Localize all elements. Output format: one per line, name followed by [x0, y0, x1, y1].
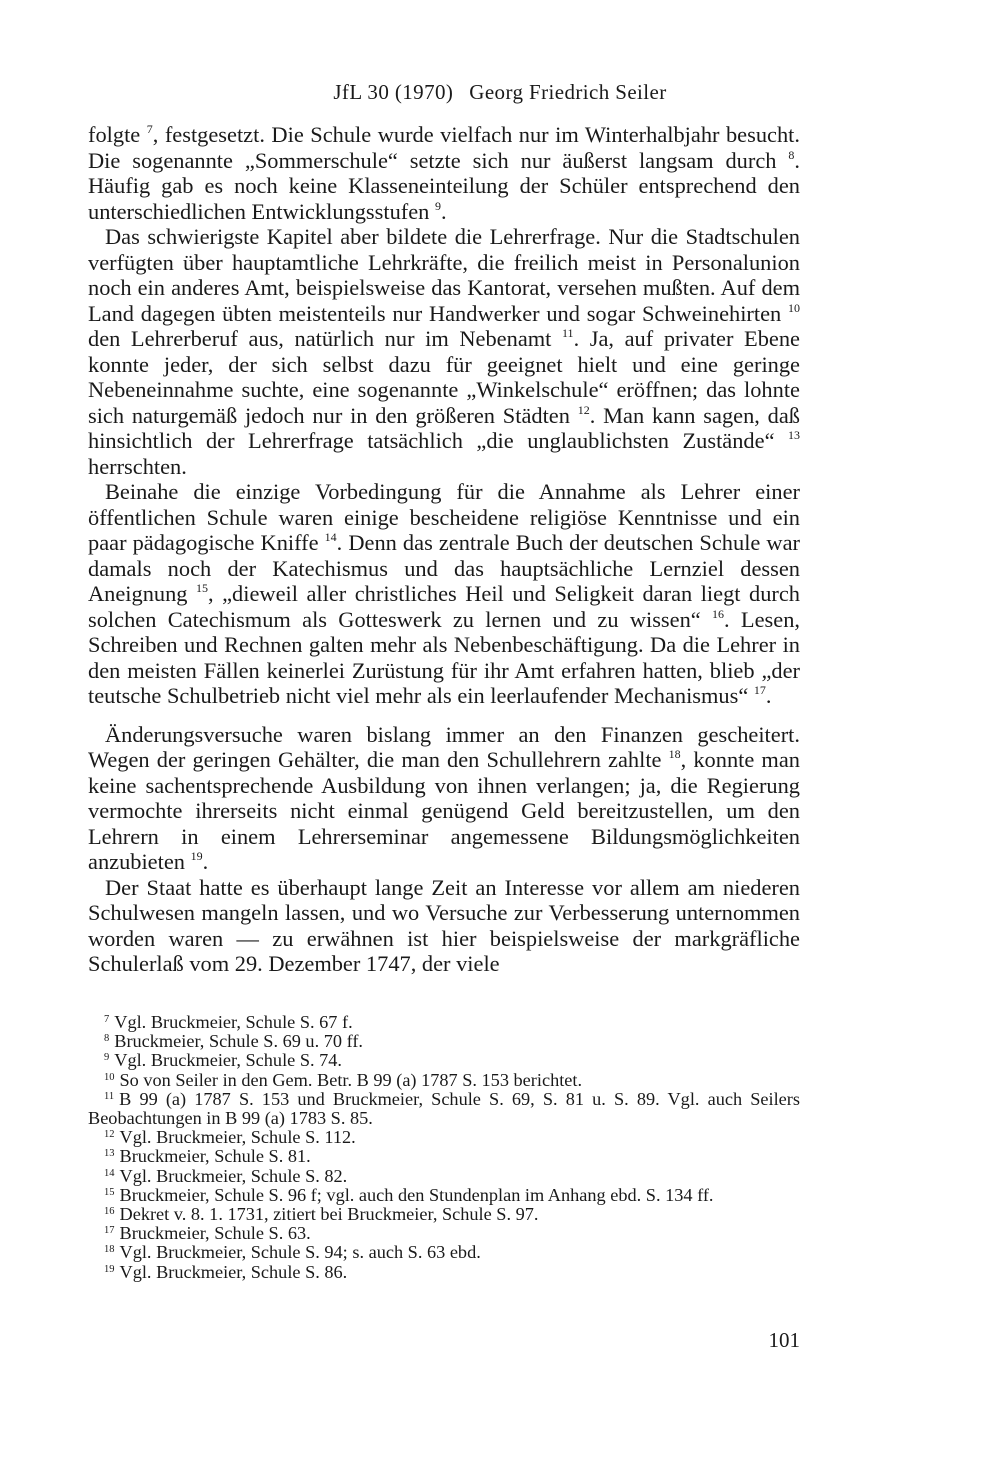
text-run: .	[440, 198, 447, 224]
footnote	[104, 1051, 800, 1070]
footnote-text: Vgl. Bruckmeier, Schule S. 74.	[114, 1050, 342, 1071]
footnote-number: 18	[104, 1244, 115, 1256]
text-run: , „dieweil aller christliches Heil und Seligkeit daran liegt durch solchen Catechismum als Gotteswerk zu lernen und zu wissen“	[88, 581, 800, 632]
footnote-number: 10	[104, 1071, 115, 1083]
footnote-text: B 99 (a) 1787 S. 153 und Bruckmeier, Schule S. 69, S. 81 u. S. 89. Vgl. auch Seilers Beobachtungen in B 99 (a) 1783 S. 85.	[88, 1088, 800, 1129]
footnote-number: 15	[104, 1186, 115, 1198]
text-run: . Häufig gab es noch keine Klasseneinteilung der Schüler entsprechend den unterschiedlichen Entwicklungsstufen	[88, 147, 800, 224]
main-text	[88, 122, 800, 977]
text-run: herrschten.	[88, 453, 187, 479]
footnote	[104, 1013, 800, 1032]
footnote-number: 12	[104, 1129, 115, 1141]
text-run: Das schwierigste Kapitel aber bildete die Lehrerfrage. Nur die Stadtschulen verfügten über hauptamtliche Lehrkräfte, die freilich meist in Personalunion noch ein anderes Amt, beispielsweise das Kantorat, versehen mußten. Auf dem Land dagegen übten meistenteils nur Handwerker und sogar Schweinehirten	[88, 224, 800, 326]
footnote-text: Vgl. Bruckmeier, Schule S. 67 f.	[114, 1012, 353, 1032]
text-run: . Man kann sagen, daß hinsichtlich der Lehrerfrage tatsächlich „die unglaublichsten Zustände“	[88, 402, 800, 453]
footnote-ref: 9	[434, 198, 441, 213]
footnote-number: 19	[104, 1263, 115, 1275]
footnote-text: Vgl. Bruckmeier, Schule S. 82.	[119, 1165, 348, 1186]
footnote	[104, 1071, 800, 1090]
footnote-number: 7	[104, 1014, 110, 1025]
footnote-number: 13	[104, 1148, 115, 1160]
footnote-ref: 18	[668, 747, 681, 761]
footnote-ref: 14	[324, 530, 337, 544]
footnote	[104, 1224, 800, 1243]
footnote-ref: 7	[146, 122, 153, 136]
footnote-text: Vgl. Bruckmeier, Schule S. 94; s. auch S. 63 ebd.	[119, 1242, 481, 1263]
paragraph	[88, 224, 800, 479]
footnote-ref: 12	[577, 402, 590, 417]
footnote	[104, 1167, 800, 1186]
footnote-text: Vgl. Bruckmeier, Schule S. 112.	[119, 1127, 356, 1148]
footnotes	[88, 1012, 800, 1282]
text-run: .	[765, 683, 772, 708]
footnote-number: 9	[104, 1052, 110, 1064]
text-run: Der Staat hatte es überhaupt lange Zeit an Interesse vor allem am niederen Schulwesen mangeln lassen, und wo Versuche zur Verbesserung unternommen worden waren — zu erwähnen ist hier beispielsweise der markgräfliche Schulerlaß vom 29. Dezember 1747, der viele	[88, 874, 800, 976]
footnote-ref: 11	[562, 326, 574, 340]
footnote-number: 14	[104, 1167, 115, 1179]
footnote	[104, 1205, 800, 1224]
footnote-text: So von Seiler in den Gem. Betr. B 99 (a) 1787 S. 153 berichtet.	[119, 1069, 583, 1090]
footnote-ref: 15	[196, 581, 209, 595]
footnote-ref: 19	[190, 849, 203, 863]
footnote	[104, 1243, 800, 1262]
text-run: Beinahe die einzige Vorbedingung für die Annahme als Lehrer einer öffentlichen Schule waren einige bescheidene religiöse Kenntnisse und ein paar pädagogische Kniffe	[88, 479, 800, 555]
footnote	[104, 1032, 800, 1051]
footnote-number: 16	[104, 1206, 115, 1218]
text-run: folgte	[88, 122, 147, 147]
text-run: . Lesen, Schreiben und Rechnen galten mehr als Nebenbeschäftigung. Da die Lehrer in den meisten Fällen keinerlei Zurüstung für ihr Amt erfahren hatten, blieb „der teutsche Schulbetrieb nicht viel mehr als ein leerlaufender Mechanismus“	[88, 606, 800, 708]
footnote-text: Bruckmeier, Schule S. 96 f; vgl. auch den Stundenplan im Anhang ebd. S. 134 ff.	[119, 1184, 714, 1205]
footnote	[104, 1147, 800, 1166]
paragraph	[88, 722, 800, 875]
footnote-number: 11	[104, 1090, 115, 1102]
paragraph	[88, 875, 800, 977]
paragraph	[88, 122, 800, 224]
text-run: Änderungsversuche waren bislang immer an den Finanzen gescheitert. Wegen der geringen Gehälter, die man den Schullehrern zahlte	[88, 721, 800, 772]
footnote	[104, 1263, 800, 1282]
footnote-text: Bruckmeier, Schule S. 69 u. 70 ff.	[114, 1031, 363, 1052]
header-journal: JfL 30 (1970)	[333, 80, 454, 104]
footnote-ref: 17	[753, 683, 766, 697]
footnote-text: Vgl. Bruckmeier, Schule S. 86.	[119, 1261, 348, 1282]
text-run: , festgesetzt. Die Schule wurde vielfach nur im Winterhalbjahr besucht. Die sogenannte „Sommerschule“ setzte sich nur äußerst langsam durch	[88, 122, 800, 173]
footnote	[88, 1090, 800, 1128]
footnote-ref: 13	[788, 428, 800, 442]
page-number: 101	[768, 1328, 800, 1352]
footnote-ref: 16	[712, 606, 725, 621]
text-run: . Denn das zentrale Buch der deutschen Schule war damals noch der Katechismus und das hauptsächliche Lernziel dessen Aneignung	[88, 530, 800, 606]
footnote-ref: 10	[788, 300, 800, 315]
text-run: .	[202, 849, 209, 874]
text-run: , konnte man keine sachentsprechende Ausbildung von ihnen verlangen; ja, die Regierung vermochte ihrerseits nicht einmal genügend Geld bereitzustellen, um den Lehrern in einem Lehrerseminar angemessene Bildungsmöglichkeiten anzubieten	[88, 747, 800, 874]
footnote	[88, 1186, 800, 1205]
footnote-number: 17	[104, 1225, 115, 1237]
footnote	[104, 1128, 800, 1147]
running-header	[0, 80, 1000, 105]
footnote-ref: 8	[788, 147, 795, 162]
footnote-text: Dekret v. 8. 1. 1731, zitiert bei Bruckmeier, Schule S. 97.	[119, 1204, 539, 1225]
footnote-text: Bruckmeier, Schule S. 81.	[119, 1146, 311, 1167]
footnote-number: 8	[104, 1033, 110, 1045]
footnote-text: Bruckmeier, Schule S. 63.	[119, 1223, 311, 1244]
text-run: den Lehrerberuf aus, natürlich nur im Nebenamt	[88, 326, 562, 351]
text-run: . Ja, auf privater Ebene konnte jeder, der sich selbst dazu für geeignet hielt und eine geringe Nebeneinnahme suchte, eine sogenannte „Winkelschule“ eröffnen; das lohnte sich naturgemäß jedoch nur in den größeren Städten	[88, 326, 800, 428]
paragraph	[88, 479, 800, 709]
header-author: Georg Friedrich Seiler	[469, 80, 667, 104]
